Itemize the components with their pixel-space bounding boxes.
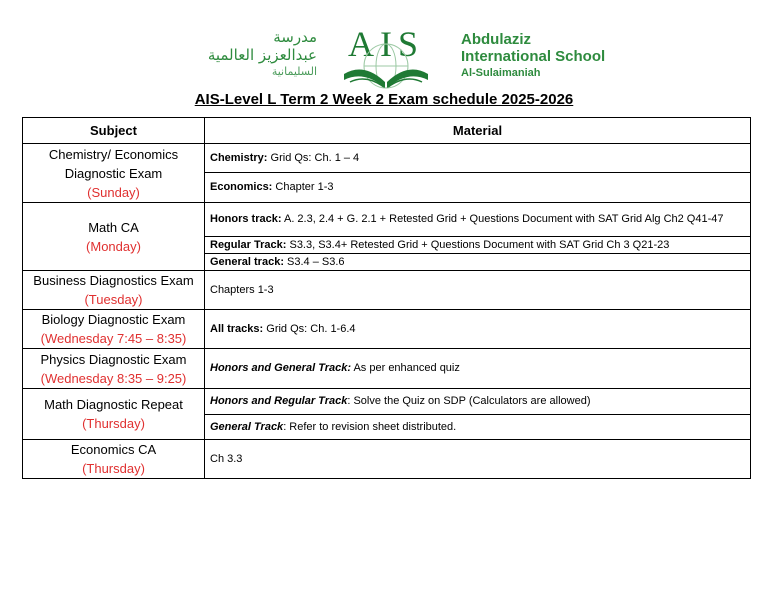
arabic-line-1: مدرسة	[273, 28, 317, 46]
table-row	[23, 203, 751, 237]
english-line-2: International School	[461, 48, 606, 65]
material-cell	[205, 254, 751, 271]
subject-cell	[23, 349, 205, 389]
exam-day: (Tuesday)	[84, 292, 143, 307]
material-text: Grid Qs: Ch. 1 – 4	[267, 151, 360, 164]
subject-cell	[23, 310, 205, 349]
material-cell	[205, 440, 751, 479]
material-cell	[205, 271, 751, 310]
material-text: As per enhanced quiz	[351, 362, 460, 374]
exam-day: (Thursday)	[82, 416, 145, 431]
subject-name: Business Diagnostics Exam	[33, 273, 194, 288]
material-cell	[205, 173, 751, 203]
material-text: A. 2.3, 2.4 + G. 2.1 + Retested Grid + Questions Document with SAT Grid Alg Ch2 Q41-47	[281, 213, 724, 225]
table-row	[23, 349, 751, 389]
logo-letters: AIS	[347, 24, 424, 64]
material-column-header: Material	[205, 118, 751, 144]
exam-day: (Sunday)	[87, 184, 140, 200]
exam-schedule-table	[22, 117, 751, 479]
subject-cell	[23, 440, 205, 479]
arabic-line-3: السليمانية	[271, 65, 317, 78]
table-row	[23, 389, 751, 415]
material-label: General track:	[210, 255, 284, 268]
table-row	[23, 310, 751, 349]
arabic-line-2: عبدالعزيز العالمية	[207, 46, 317, 64]
page-title	[0, 91, 768, 108]
material-label: Economics:	[210, 181, 273, 193]
open-book-icon	[338, 24, 434, 90]
exam-day: (Wednesday 7:45 – 8:35)	[40, 331, 187, 346]
exam-day: (Thursday)	[82, 461, 145, 476]
subject-cell	[23, 203, 205, 271]
material-cell	[205, 349, 751, 389]
arabic-school-name	[172, 28, 317, 80]
material-label: Honors track:	[210, 213, 282, 225]
material-text: Grid Qs: Ch. 1-6.4	[263, 322, 356, 335]
subject-cell	[23, 271, 205, 310]
material-text: Chapters 1-3	[210, 283, 274, 296]
subject-name: Biology Diagnostic Exam	[41, 312, 186, 327]
material-text: : Refer to revision sheet distributed.	[283, 420, 457, 433]
subject-column-header: Subject	[23, 118, 205, 144]
subject-cell	[23, 144, 205, 203]
page-title-text: AIS-Level L Term 2 Week 2 Exam schedule 2025-2026	[194, 91, 574, 108]
material-label: Regular Track:	[210, 238, 287, 251]
material-cell	[205, 415, 751, 440]
subject-name: Math Diagnostic Repeat	[44, 397, 183, 412]
material-text: : Solve the Quiz on SDP (Calculators are allowed)	[347, 395, 591, 407]
subject-name: Physics Diagnostic Exam	[40, 351, 187, 367]
english-school-name	[461, 31, 605, 82]
english-line-1: Abdulaziz	[461, 31, 531, 48]
material-text: Chapter 1-3	[272, 181, 334, 193]
english-line-3: Al-Sulaimaniah	[461, 67, 541, 79]
material-cell	[205, 389, 751, 415]
exam-day: (Monday)	[86, 238, 141, 254]
material-cell	[205, 310, 751, 349]
material-label: Honors and General Track:	[210, 362, 352, 374]
material-label: Chemistry:	[210, 151, 268, 164]
subject-name: Economics CA	[70, 442, 157, 457]
material-label: General Track	[210, 420, 284, 433]
material-label: All tracks:	[210, 322, 264, 335]
material-cell	[205, 237, 751, 254]
material-label: Honors and Regular Track	[210, 395, 348, 407]
table-row	[23, 144, 751, 173]
table-header-row	[23, 118, 751, 144]
material-text: Ch 3.3	[210, 452, 243, 465]
table-row	[23, 440, 751, 479]
table-row	[23, 271, 751, 310]
subject-name: Math CA	[88, 219, 139, 235]
material-text: S3.4 – S3.6	[283, 255, 345, 268]
subject-name: Chemistry/ Economics Diagnostic Exam	[48, 146, 179, 181]
material-cell	[205, 144, 751, 173]
material-cell	[205, 203, 751, 237]
material-text: S3.3, S3.4+ Retested Grid + Questions Document with SAT Grid Ch 3 Q21-23	[286, 238, 670, 251]
subject-cell	[23, 389, 205, 440]
exam-day: (Wednesday 8:35 – 9:25)	[40, 370, 187, 386]
school-header	[0, 24, 768, 92]
school-logo	[338, 24, 434, 90]
